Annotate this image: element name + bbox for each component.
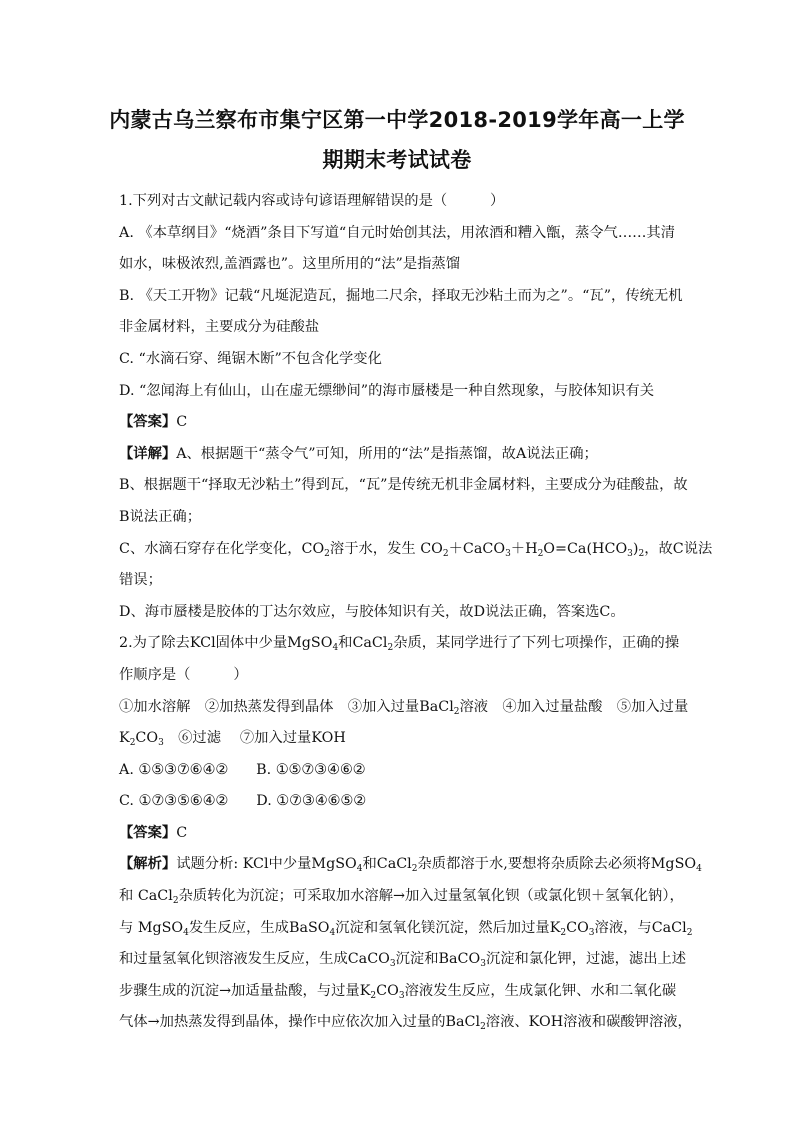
text: 2.为了除去KCl固体中少量MgSO <box>119 635 333 652</box>
text: 和CaCl <box>362 856 412 873</box>
subscript: 2 <box>442 548 449 559</box>
text: 杂质，某同学进行了下列七项操作，正确的操 <box>393 635 680 652</box>
text: 和过量氢氧化钡溶液发生反应，生成CaCO <box>119 951 390 968</box>
subscript: 3 <box>588 927 595 938</box>
document-page <box>109 100 713 1039</box>
q1-stem: 1.下列对古文献记载内容或诗句谚语理解错误的是（ ） <box>119 193 505 209</box>
text: 和CaCl <box>338 635 388 652</box>
question-2 <box>119 628 702 1039</box>
q1-answer <box>119 407 675 439</box>
text: 气体→加热蒸发得到晶体，操作中应依次加入过量的BaCl <box>119 1014 481 1031</box>
q1-detail-line2: B、根据题干“择取无沙粘土”得到瓦，“瓦”是传统无机非金属材料，主要成分为硅酸盐，故 <box>119 477 688 494</box>
text: ，故C说法 <box>644 540 713 557</box>
q2-option-c: C. ①⑦③⑤⑥④② <box>119 793 229 810</box>
q1-option-d: D. “忽闻海上有仙山，山在虚无缥缈间”的海市蜃楼是一种自然现象，与胶体知识有关 <box>119 382 655 399</box>
q1-detail-line1 <box>119 439 675 471</box>
text: 溶液，与CaCl <box>594 919 687 936</box>
text: CO <box>135 730 159 747</box>
q1-detail-line6: D、海市蜃楼是胶体的丁达尔效应，与胶体知识有关，故D说法正确，答案选C。 <box>119 603 625 620</box>
q1-detail-line3: B说法正确； <box>119 508 201 525</box>
q2-analysis-line4 <box>119 944 687 976</box>
text: ＋CaCO <box>448 540 506 557</box>
subscript: 2 <box>411 864 418 875</box>
subscript: 3 <box>389 959 396 970</box>
title-line-1: 内蒙古乌兰察布市集宁区第一中学2018-2019学年高一上学 <box>109 108 685 132</box>
text: 和 CaCl <box>119 888 173 905</box>
q2-option-b: B. ①⑤⑦③④⑥② <box>256 761 366 778</box>
text: CO <box>566 919 589 936</box>
subscript: 3 <box>627 548 633 559</box>
subscript: 2 <box>172 896 179 907</box>
q2-operations-line1 <box>119 692 689 724</box>
subscript: 2 <box>129 738 136 749</box>
q1-detail-line5: 错误； <box>119 572 162 589</box>
q2-analysis-line2 <box>119 881 684 913</box>
analysis-label: 【解析】 <box>119 856 177 873</box>
q1-detail-line4 <box>119 534 713 566</box>
q2-stem-line2: 作顺序是（ ） <box>119 666 248 683</box>
q2-analysis-line1 <box>119 849 702 881</box>
text: 溶于水，发生 CO <box>329 540 443 557</box>
text: ) <box>632 540 639 557</box>
text: 溶液 ④加入过量盐酸 ⑤加入过量 <box>459 698 689 715</box>
subscript: 2 <box>537 548 544 559</box>
subscript: 3 <box>158 738 164 749</box>
text: 试题分析: KCl中少量MgSO <box>176 856 357 873</box>
text: C、水滴石穿存在化学变化，CO <box>119 540 325 557</box>
q2-answer <box>119 818 675 850</box>
text: CO <box>376 982 399 999</box>
question-1 <box>119 186 713 628</box>
q2-analysis-line5 <box>119 976 675 1008</box>
subscript: 2 <box>387 643 394 654</box>
q2-options-cd <box>119 786 675 818</box>
subscript: 2 <box>453 706 460 717</box>
subscript: 4 <box>356 864 363 875</box>
subscript: 4 <box>332 643 339 654</box>
q2-analysis-line6 <box>119 1007 692 1039</box>
text: ＋H <box>510 540 538 557</box>
q1-option-a-line2: 如水，味极浓烈,盖酒露也”。这里所用的“法”是指蒸馏 <box>119 256 461 273</box>
text: K <box>119 730 130 747</box>
subscript: 2 <box>324 548 330 559</box>
text: O=Ca(HCO <box>543 540 628 557</box>
document-title <box>99 100 695 180</box>
subscript: 3 <box>480 959 486 970</box>
answer-label: 【答案】 <box>119 824 177 841</box>
text: 沉淀和氢氧化镁沉淀，然后加过量K <box>335 919 561 936</box>
text: ⑥过滤 ⑦加入过量KOH <box>163 730 346 747</box>
q1-option-c: C. “水滴石穿、绳锯木断”不包含化学变化 <box>119 350 382 367</box>
subscript: 4 <box>183 927 189 938</box>
q1-option-b-line2: 非金属材料，主要成分为硅酸盐 <box>119 319 320 336</box>
text: 沉淀和氯化钾，过滤，滤出上述 <box>485 951 687 968</box>
text: ①加水溶解 ②加热蒸发得到晶体 ③加入过量BaCl <box>119 698 454 715</box>
q2-stem-line1 <box>119 628 680 660</box>
text: 杂质都溶于水,要想将杂质除去必须将MgSO <box>417 856 697 873</box>
q2-options-ab <box>119 755 675 787</box>
text: 与 MgSO <box>119 919 184 936</box>
q2-analysis-line3 <box>119 913 693 945</box>
subscript: 3 <box>505 548 511 559</box>
q2-operations-line2 <box>119 723 675 755</box>
answer-label: 【答案】 <box>119 414 177 431</box>
q2-option-a: A. ①⑤③⑦⑥④② <box>119 761 229 778</box>
text: 发生反应，生成BaSO <box>188 919 330 936</box>
subscript: 2 <box>638 548 645 559</box>
title-line-2: 期期末考试试卷 <box>322 148 472 172</box>
subscript: 2 <box>560 927 567 938</box>
q1-option-b-line1: B. 《天工开物》记载“凡埏泥造瓦，掘地二尺余，择取无沙粘土而为之”。“瓦”，传统无机 <box>119 287 683 304</box>
q1-option-a-line1: A. 《本草纲目》“烧酒”条目下写道“自元时始创其法，用浓酒和糟入甑，蒸令气……其清 <box>119 224 676 241</box>
subscript: 4 <box>696 864 702 875</box>
subscript: 2 <box>370 990 377 1001</box>
subscript: 4 <box>329 927 336 938</box>
answer-value: C <box>176 414 188 431</box>
subscript: 2 <box>686 927 693 938</box>
text: 杂质转化为沉淀；可采取加水溶解→加入过量氢氧化钡（或氯化钡＋氢氧化钠）， <box>178 888 684 905</box>
q2-option-d: D. ①⑦③④⑥⑤② <box>256 793 367 810</box>
subscript: 2 <box>480 1022 486 1033</box>
text: 溶液发生反应，生成氯化钾、水和二氧化碳 <box>404 982 677 999</box>
detail-label: 【详解】 <box>119 445 177 462</box>
text: 步骤生成的沉淀→加适量盐酸，与过量K <box>119 982 371 999</box>
answer-value: C <box>176 824 188 841</box>
text: 溶液、KOH溶液和碳酸钾溶液， <box>485 1014 692 1031</box>
text: 沉淀和BaCO <box>395 951 481 968</box>
detail-text: A、根据题干“蒸令气”可知，所用的“法”是指蒸馏，故A说法正确； <box>176 445 598 462</box>
subscript: 3 <box>398 990 405 1001</box>
